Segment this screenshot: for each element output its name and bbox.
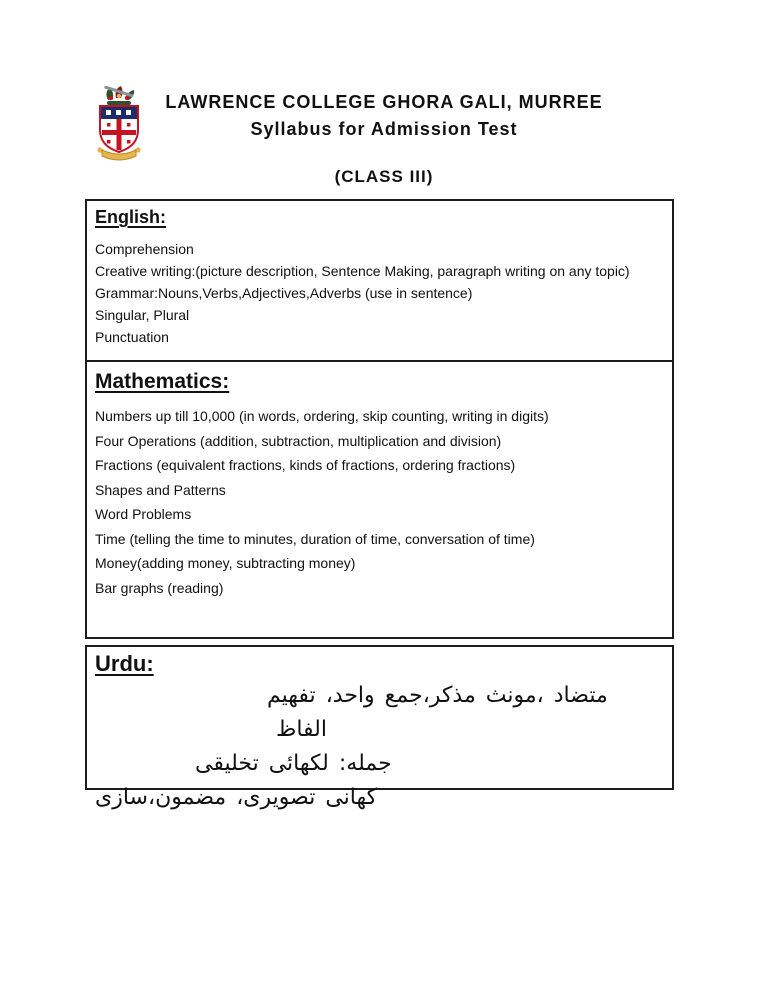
urdu-word: مضمون،سازی [95,785,227,810]
college-title: LAWRENCE COLLEGE GHORA GALI, MURREE [165,92,603,112]
mathematics-item: Shapes and Patterns [95,481,226,498]
urdu-word: تفهیم [267,683,316,708]
document-header [0,92,768,187]
urdu-word: مذکر،جمع [384,683,476,708]
english-item: Punctuation [95,329,169,345]
urdu-heading: Urdu: [95,651,154,676]
mathematics-item: Fractions (equivalent fractions, kinds of fractions, ordering fractions) [95,457,516,473]
class-level-label: (CLASS III) [334,167,434,186]
urdu-line-1 [267,679,664,747]
urdu-line-2 [195,747,664,781]
urdu-word: تصویری، [236,785,316,810]
english-items [95,238,664,348]
urdu-line-3 [95,781,664,815]
mathematics-heading: Mathematics: [95,370,230,393]
mathematics-item: Word Problems [95,506,192,522]
mathematics-item: Bar graphs (reading) [95,579,224,596]
section-english [85,199,674,362]
urdu-word: کهانی [325,785,378,810]
urdu-word: جمله: [338,751,392,776]
english-item: Creative writing:(picture description, Sentence Making, paragraph writing on any topic) [95,263,630,279]
urdu-word: ،مونث [485,683,544,708]
section-mathematics [85,360,674,639]
urdu-word: واحد، [325,683,375,708]
english-item: Singular, Plural [95,307,190,323]
english-item: Comprehension [95,241,194,257]
english-item: Grammar:Nouns,Verbs,Adjectives,Adverbs (use in sentence) [95,285,473,301]
mathematics-item: Numbers up till 10,000 (in words, ordering, skip counting, writing in digits) [95,408,549,424]
mathematics-item: Time (telling the time to minutes, duration of time, conversation of time) [95,530,535,547]
english-heading: English: [95,207,166,227]
mathematics-items [95,404,664,600]
urdu-word: الفاظ [276,717,327,742]
section-urdu [85,645,674,810]
mathematics-item: Money(adding money, subtracting money) [95,555,356,571]
urdu-word: لکهائی [268,751,329,776]
urdu-word: تخلیقی [195,751,259,776]
urdu-word: متضاد [553,683,608,708]
mathematics-item: Four Operations (addition, subtraction, multiplication and division) [95,432,502,449]
document-subtitle: Syllabus for Admission Test [250,119,518,139]
